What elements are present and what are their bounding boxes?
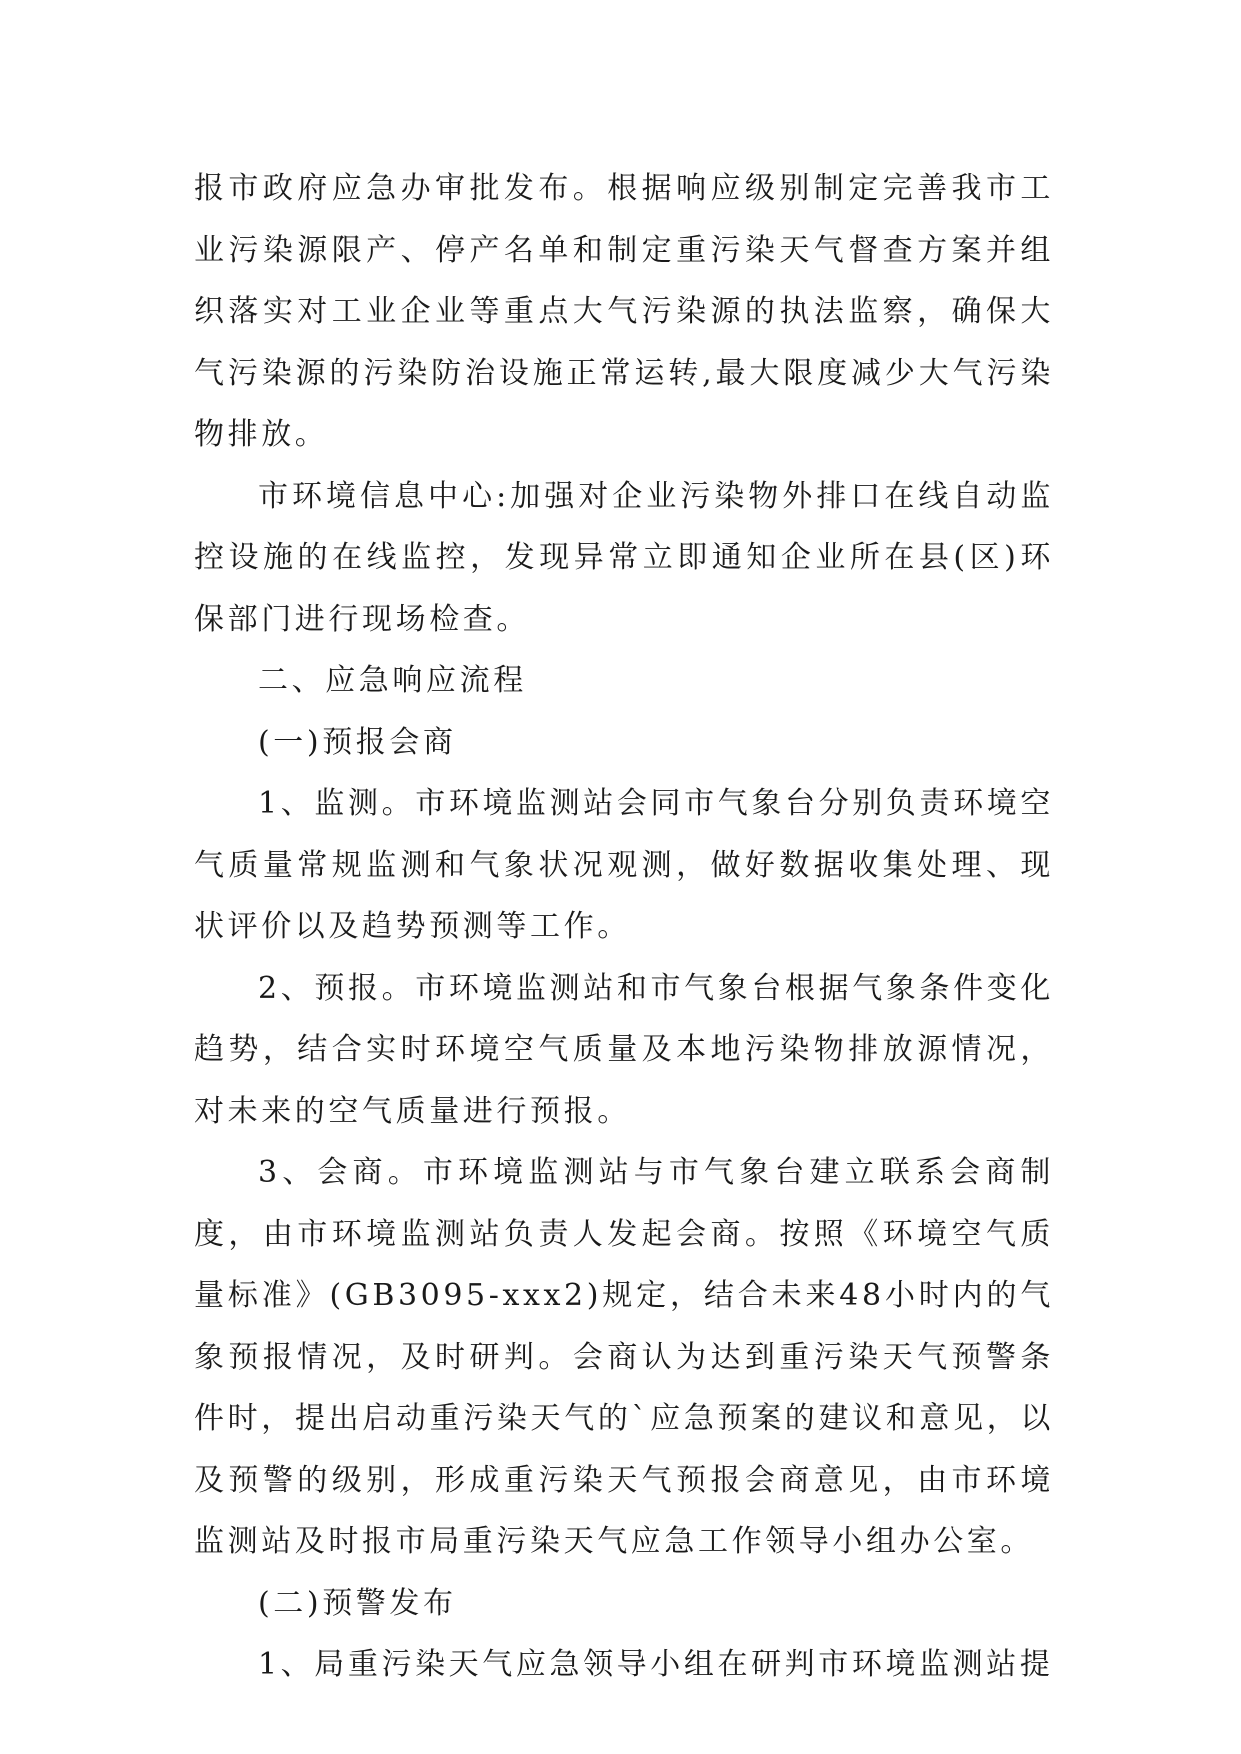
subheading-warning-release: (二)预警发布 bbox=[258, 1585, 457, 1621]
paragraph-2: 市环境信息中心:加强对企业污染物外排口在线自动监控设施的在线监控，发现异常立即通知企业所在县(区)环保部门进行现场检查。 bbox=[194, 478, 1054, 637]
paragraph-monitoring: 1、监测。市环境监测站会同市气象台分别负责环境空气质量常规监测和气象状况观测，做好数据收集处理、现状评价以及趋势预测等工作。 bbox=[194, 786, 1054, 944]
document-body bbox=[194, 158, 1054, 1696]
paragraph-1: 报市政府应急办审批发布。根据响应级别制定完善我市工业污染源限产、停产名单和制定重污染天气督查方案并组织落实对工业企业等重点大气污染源的执法监察，确保大气污染源的污染防治设施正常运转,最大限度减少大气污染物排放。 bbox=[194, 171, 1054, 452]
paragraph-warning-1: 1、局重污染天气应急领导小组在研判市环境监测站提 bbox=[258, 1647, 1054, 1682]
subheading-forecast-consultation: (一)预报会商 bbox=[258, 724, 457, 760]
paragraph-forecast: 2、预报。市环境监测站和市气象台根据气象条件变化趋势，结合实时环境空气质量及本地污染物排放源情况，对未来的空气质量进行预报。 bbox=[194, 970, 1054, 1129]
paragraph-consultation: 3、会商。市环境监测站与市气象台建立联系会商制度，由市环境监测站负责人发起会商。按照《环境空气质量标准》(GB3095-xxx2)规定，结合未来48小时内的气象预报情况，及时研判。会商认为达到重污染天气预警条件时，提出启动重污染天气的`应急预案的建议和意见，以及预警的级别，形成重污染天气预报会商意见，由市环境监测站及时报市局重污染天气应急工作领导小组办公室。 bbox=[194, 1155, 1054, 1559]
section-heading-response-flow: 二、应急响应流程 bbox=[258, 663, 527, 698]
